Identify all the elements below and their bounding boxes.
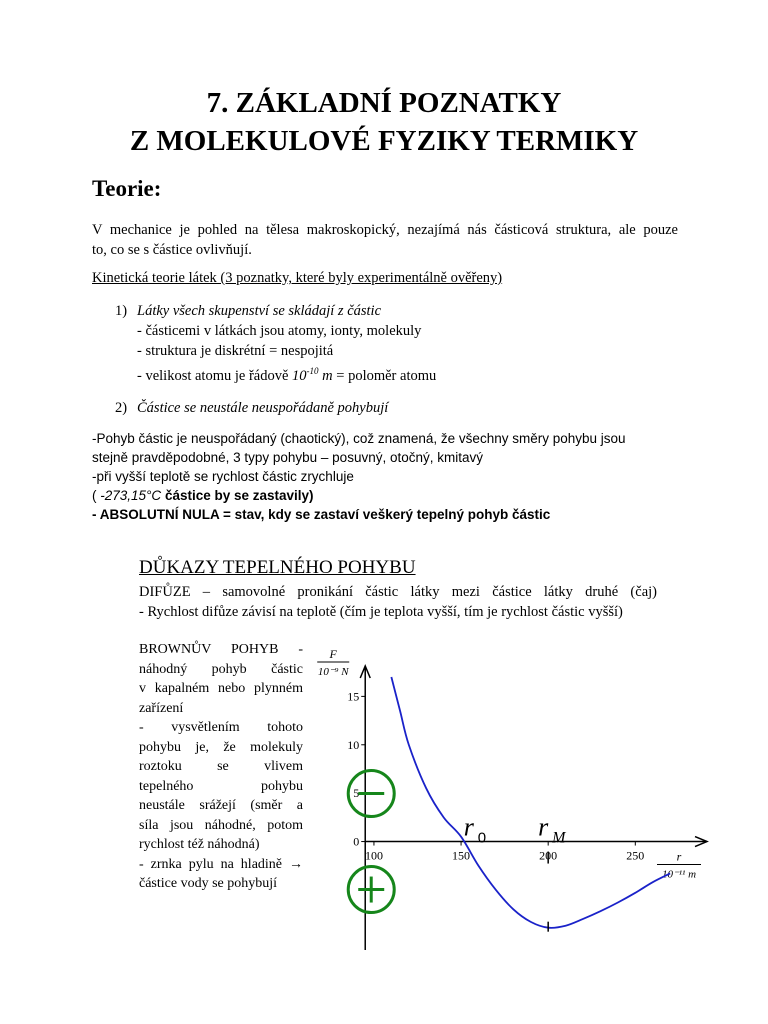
theory-heading: Teorie: bbox=[92, 176, 162, 201]
x-axis-label-numerator: r bbox=[676, 849, 682, 864]
absolute-zero-definition: - ABSOLUTNÍ NULA = stav, kdy se zastaví veškerý tepelný pohyb částic bbox=[92, 507, 551, 522]
x-tick-label: 100 bbox=[364, 848, 383, 863]
diffusion-block bbox=[139, 582, 657, 622]
y-tick-label: 0 bbox=[353, 834, 360, 849]
point-1-title: Látky všech skupenství se skládají z částic bbox=[137, 303, 382, 319]
page-title-line-1: 7. ZÁKLADNÍ POZNATKY bbox=[206, 87, 562, 119]
rM-subscript: M bbox=[552, 829, 566, 847]
y-axis-label-denominator: 10⁻⁹ N bbox=[317, 666, 349, 678]
page-title-line-2: Z MOLEKULOVÉ FYZIKY TERMIKY bbox=[129, 125, 639, 157]
r0-subscript: 0 bbox=[477, 829, 487, 847]
point-1-block bbox=[137, 301, 657, 386]
point-1-bullet-3-b: = poloměr atomu bbox=[332, 367, 437, 384]
r0-label: r bbox=[463, 812, 474, 842]
x-tick-label: 250 bbox=[626, 848, 645, 863]
motion-line-4 bbox=[92, 486, 692, 505]
brownian-motion-text bbox=[139, 640, 303, 894]
x-axis-label-denominator: 10⁻¹¹ m bbox=[661, 868, 697, 881]
brownian-line: částice vody se pohybují bbox=[139, 876, 278, 891]
brownian-line: - zrnka pylu na hladině → bbox=[139, 856, 303, 872]
brownian-line: v kapalném nebo plynném bbox=[139, 681, 303, 696]
theory-intro-line-1: V mechanice je pohled na tělesa makroskopický, nezajímá nás částicová struktura, ale pouze bbox=[92, 222, 678, 238]
point-1-bullet-1: - částicemi v látkách jsou atomy, ionty, molekuly bbox=[137, 323, 422, 339]
motion-paren: ( bbox=[92, 488, 101, 503]
force-distance-chart bbox=[310, 636, 730, 966]
rM-label: r bbox=[538, 812, 549, 842]
brownian-line: rychlost též náhodná) bbox=[139, 837, 260, 852]
point-1-bullet-3-a: - velikost atomu je řádově bbox=[137, 367, 293, 384]
brownian-line: náhodný pohyb částic bbox=[139, 661, 303, 677]
point-1-number: 1) bbox=[115, 303, 128, 319]
proofs-heading: DŮKAZY TEPELNÉHO POHYBU bbox=[139, 557, 416, 578]
theory-intro bbox=[92, 220, 678, 260]
motion-line-4-rest: částice by se zastavily) bbox=[161, 488, 314, 503]
absolute-zero-temp: -273,15°C bbox=[100, 488, 162, 503]
atom-size-base: 10 bbox=[292, 367, 307, 384]
brownian-line: roztoku se vlivem bbox=[139, 759, 303, 774]
y-axis-label-numerator: F bbox=[329, 647, 337, 661]
motion-line-3: -při vyšší teplotě se rychlost částic zrychluje bbox=[92, 469, 354, 484]
brownian-line: pohybu je, že molekuly bbox=[139, 739, 303, 755]
theory-intro-line-2: to, co se s částice ovlivňují. bbox=[92, 242, 252, 258]
force-curve bbox=[391, 677, 670, 928]
point-2-title: Částice se neustále neuspořádaně pohybují bbox=[137, 400, 389, 416]
y-tick-label: 5 bbox=[353, 786, 360, 801]
motion-line-1: -Pohyb částic je neuspořádaný (chaotický), což znamená, že všechny směry pohybu jsou bbox=[92, 431, 626, 446]
kinetic-theory-heading: Kinetická teorie látek (3 poznatky, které byly experimentálně ověřeny) bbox=[92, 270, 503, 286]
x-tick-label: 200 bbox=[539, 848, 558, 863]
point-1-bullet-3 bbox=[137, 361, 657, 386]
y-tick-label: 10 bbox=[347, 737, 360, 752]
brownian-line: BROWNŮV POHYB - bbox=[139, 642, 303, 657]
motion-line-2: stejně pravděpodobné, 3 typy pohybu – posuvný, otočný, kmitavý bbox=[92, 450, 483, 465]
atom-size-exp: -10 bbox=[306, 366, 319, 376]
motion-paragraph bbox=[92, 429, 692, 524]
diffusion-line-2: - Rychlost difůze závisí na teplotě (čím je teplota vyšší, tím je rychlost částic vyšší) bbox=[139, 604, 623, 620]
x-tick-label: 150 bbox=[452, 848, 471, 863]
brownian-line: zařízení bbox=[139, 700, 184, 716]
y-tick-label: 15 bbox=[347, 689, 360, 704]
brownian-line: neustále srážejí (směr a bbox=[139, 798, 303, 813]
atom-size-value bbox=[292, 368, 333, 384]
brownian-line: - vysvětlením tohoto bbox=[139, 720, 303, 735]
brownian-line: síla jsou náhodné, potom bbox=[139, 817, 303, 833]
point-1-bullet-2: - struktura je diskrétní = nespojitá bbox=[137, 343, 334, 359]
brownian-line: tepelného pohybu bbox=[139, 778, 303, 794]
atom-size-unit: m bbox=[318, 367, 333, 384]
point-2-number: 2) bbox=[115, 400, 128, 416]
diffusion-line-1: DIFŮZE – samovolné pronikání částic látky mezi částice látky druhé (čaj) bbox=[139, 584, 657, 600]
